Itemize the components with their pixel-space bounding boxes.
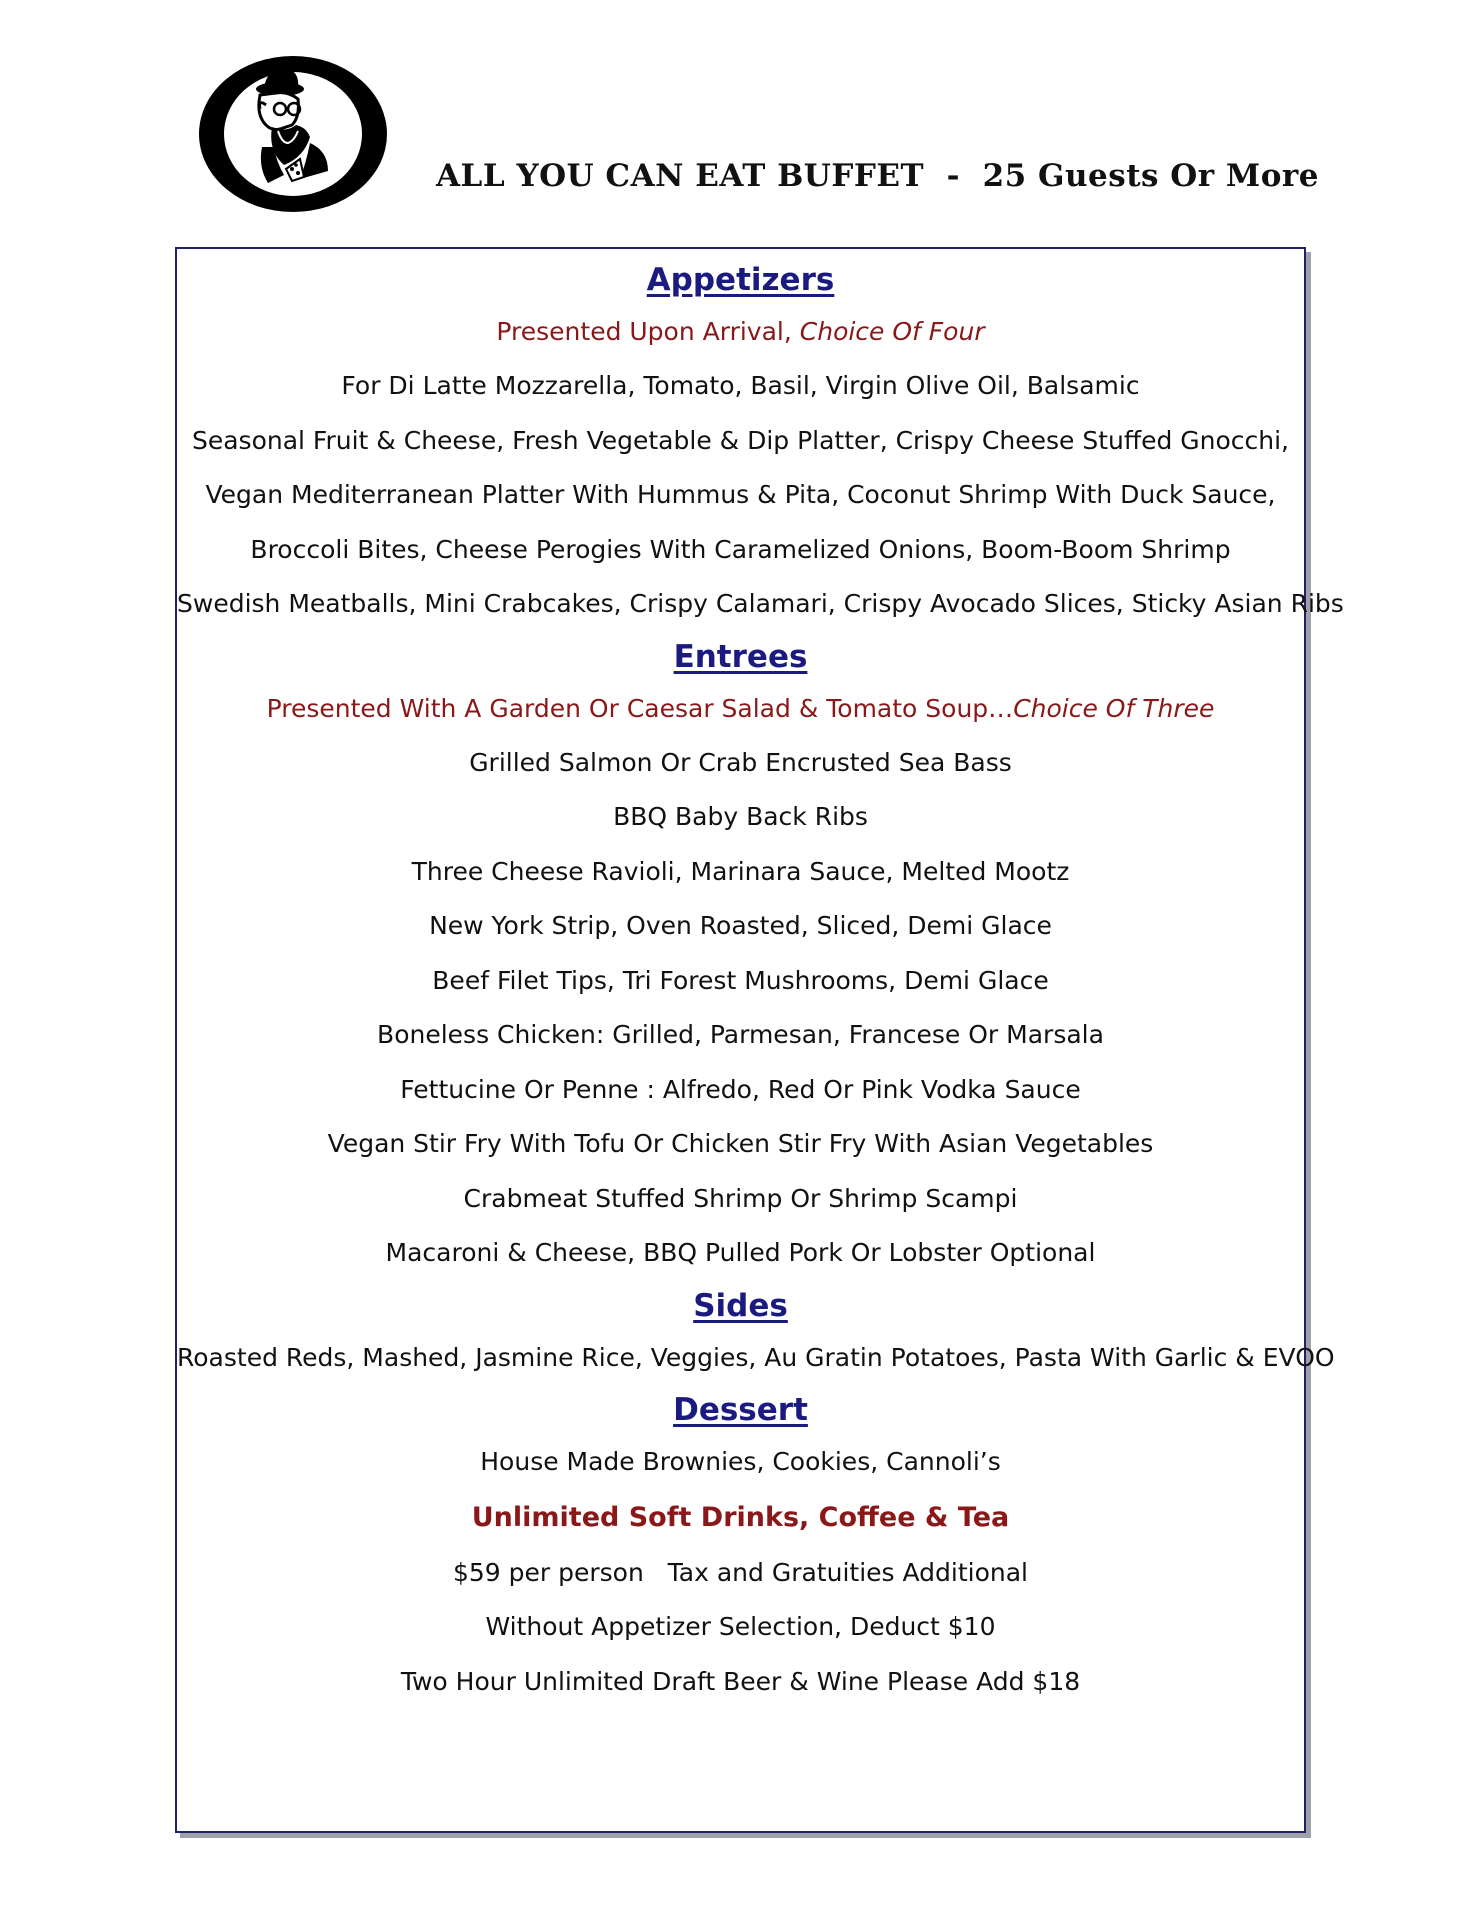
menu-item: Roasted Reds, Mashed, Jasmine Rice, Veggies, Au Gratin Potatoes, Pasta With Garlic & EVOO: [177, 1342, 1335, 1372]
price-line: $59 per person Tax and Gratuities Additional: [452, 1557, 1028, 1587]
menu-item: Seasonal Fruit & Cheese, Fresh Vegetable & Dip Platter, Crispy Cheese Stuffed Gnocchi,: [191, 425, 1290, 455]
deduct-line: Without Appetizer Selection, Deduct $10: [485, 1612, 996, 1641]
appetizers-heading: Appetizers: [646, 262, 835, 298]
menu-item: Broccoli Bites, Cheese Perogies With Caramelized Onions, Boom-Boom Shrimp: [250, 534, 1231, 564]
menu-item: Swedish Meatballs, Mini Crabcakes, Crispy Calamari, Crispy Avocado Slices, Sticky Asian Ribs: [177, 589, 1344, 618]
appetizers-subline-text: Presented Upon Arrival,: [496, 317, 800, 346]
menu-item: Vegan Mediterranean Platter With Hummus & Pita, Coconut Shrimp With Duck Sauce,: [205, 480, 1276, 509]
menu-item: Beef Filet Tips, Tri Forest Mushrooms, Demi Glace: [432, 965, 1049, 995]
menu-item: Vegan Stir Fry With Tofu Or Chicken Stir Fry With Asian Vegetables: [327, 1129, 1154, 1158]
drinks-line: Unlimited Soft Drinks, Coffee & Tea: [471, 1501, 1010, 1533]
menu-item: Macaroni & Cheese, BBQ Pulled Pork Or Lobster Optional: [385, 1238, 1096, 1267]
appetizers-subline: [177, 305, 1304, 359]
menu-item: Three Cheese Ravioli, Marinara Sauce, Melted Mootz: [411, 856, 1070, 886]
appetizers-choice-text: Choice Of Four: [799, 317, 985, 346]
page-title: ALL YOU CAN EAT BUFFET - 25 Guests Or More: [436, 158, 1319, 194]
entrees-choice-text: Choice Of Three: [1013, 693, 1215, 723]
menu-item: House Made Brownies, Cookies, Cannoli’s: [480, 1447, 1001, 1476]
menu-panel: [175, 247, 1344, 1833]
menu-item: BBQ Baby Back Ribs: [613, 802, 868, 831]
sides-heading: Sides: [693, 1287, 788, 1324]
menu-item: Crabmeat Stuffed Shrimp Or Shrimp Scampi: [463, 1183, 1018, 1213]
entrees-subline: [177, 682, 1304, 736]
beer-wine-line: Two Hour Unlimited Draft Beer & Wine Please Add $18: [400, 1666, 1081, 1696]
menu-item: Grilled Salmon Or Crab Encrusted Sea Bass: [469, 747, 1012, 777]
entrees-subline-text: Presented With A Garden Or Caesar Salad & Tomato Soup…: [266, 693, 1014, 723]
dessert-heading: Dessert: [673, 1392, 808, 1428]
restaurant-logo: [188, 47, 398, 221]
menu-item: Boneless Chicken: Grilled, Parmesan, Francese Or Marsala: [377, 1020, 1104, 1049]
menu-item: New York Strip, Oven Roasted, Sliced, Demi Glace: [429, 911, 1052, 940]
menu-item: Fettucine Or Penne : Alfredo, Red Or Pink Vodka Sauce: [400, 1074, 1081, 1104]
menu-item: For Di Latte Mozzarella, Tomato, Basil, Virgin Olive Oil, Balsamic: [341, 371, 1140, 400]
entrees-heading: Entrees: [673, 638, 808, 675]
